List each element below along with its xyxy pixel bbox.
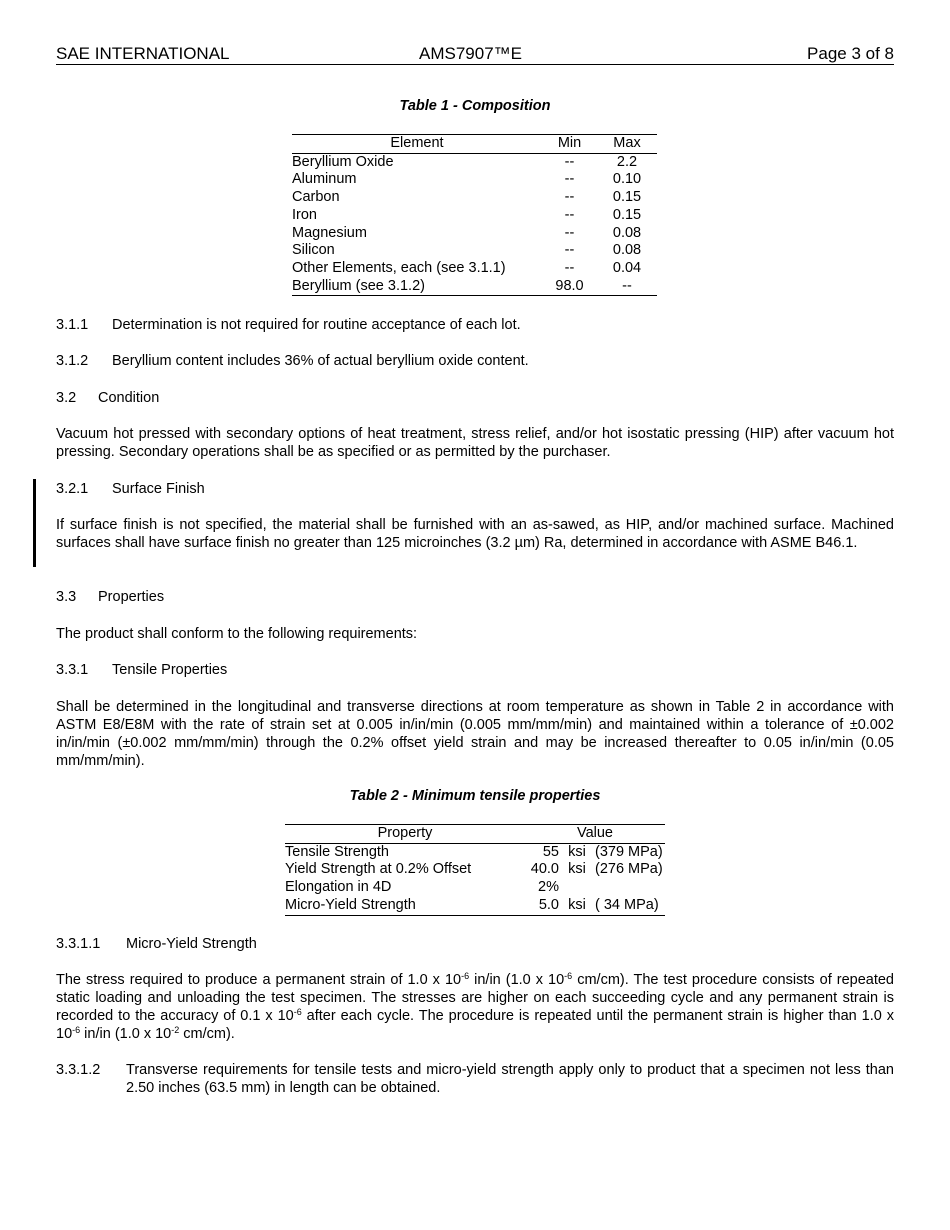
section-number: 3.2.1 [56,481,89,497]
element-cell: Other Elements, each (see 3.1.1) [292,259,506,276]
header-doc-number: AMS7907™E [419,44,522,63]
max-cell: 0.15 [612,189,642,206]
section-3-3-1-heading [56,661,227,679]
table-row [292,189,657,207]
element-cell: Beryllium (see 3.1.2) [292,277,425,294]
value-cell [525,861,665,879]
max-cell: 0.08 [612,242,642,259]
min-cell: -- [564,242,575,259]
header-page-number: Page 3 of 8 [807,44,894,63]
value-number: 5.0 [538,896,559,913]
table1-caption: Table 1 - Composition [399,98,551,114]
max-cell: 0.15 [612,206,642,223]
value-unit: ksi [568,861,586,878]
section-number: 3.3 [56,589,77,605]
value-metric: ( 34 MPa) [595,896,659,913]
section-number: 3.3.1 [56,662,89,678]
section-3-3-1-2-num: 3.3.1.2 [56,1062,101,1078]
section-3-2-1-body: If surface finish is not specified, the material shall be furnished with an as-sawed, as HIP, and/or machined surface. Machined surfaces shall have surface finish no greater than 125 microinches (3.2 µm) Ra, determined in accordance with ASME B46.1. [56,517,894,551]
property-cell: Yield Strength at 0.2% Offset [285,861,472,878]
max-cell: 0.04 [612,259,642,276]
section-title: Condition [98,390,160,406]
value-cell [525,879,665,897]
tensile-properties-table [285,824,665,916]
section-3-3-1-1-body: The stress required to produce a permanent strain of 1.0 x $10^{-6}$ in/in (1.0 x $10^{-6}$ cm/cm). The test procedure consists of repeated static loading and unloading the test specimen. The stresses are higher on each succeeding cycle and any permanent strain is recorded to the accuracy of 0.1 x $10^{-6}$ after each cycle. The procedure is repeated until the permanent strain is higher than 1.0 x $10^{-6}$ in/in (1.0 x $10^{-2}$ cm/cm). [56,971,894,1042]
value-cell [525,897,665,915]
element-cell: Carbon [292,189,340,206]
page-header [56,44,894,65]
value-number: 40.0 [530,861,559,878]
section-number: 3.3.1.1 [56,936,101,952]
element-cell: Aluminum [292,171,357,188]
section-title: Properties [98,589,165,605]
min-cell: -- [564,171,575,188]
col-max: Max [597,135,657,154]
section-3-1-1 [56,316,521,334]
section-text: Determination is not required for routine acceptance of each lot. [112,317,521,333]
col-min: Min [542,135,597,154]
table-row [292,225,657,243]
revision-change-bar [33,479,36,567]
table-row [292,207,657,225]
value-unit: ksi [568,843,586,860]
element-cell: Silicon [292,242,335,259]
min-cell: -- [564,224,575,241]
table-row [285,879,665,897]
value-metric: (379 MPa) [595,843,663,860]
table-row [285,897,665,915]
min-cell: -- [564,189,575,206]
value-unit: ksi [568,896,586,913]
col-value: Value [525,825,665,844]
col-element: Element [292,135,542,154]
table-row [292,278,657,296]
section-title: Tensile Properties [112,662,228,678]
min-cell: -- [564,153,575,170]
section-3-2-body: Vacuum hot pressed with secondary options of heat treatment, stress relief, and/or hot isostatic pressing (HIP) after vacuum hot pressing. Secondary operations shall be as specified or as permitted by the purchaser. [56,426,894,460]
table2-caption: Table 2 - Minimum tensile properties [349,788,601,804]
min-cell: -- [564,206,575,223]
header-org: SAE INTERNATIONAL [56,44,230,63]
value-number: 55 [542,843,559,860]
section-3-3-body: The product shall conform to the following requirements: [56,626,418,642]
element-cell: Magnesium [292,224,367,241]
col-property: Property [285,825,525,844]
section-number: 3.1.1 [56,317,89,333]
property-cell: Elongation in 4D [285,879,392,896]
table-row [285,843,665,861]
value-number: 2% [538,879,559,896]
min-cell: 98.0 [555,277,584,294]
section-3-2-heading [56,389,159,407]
table-row [292,260,657,278]
section-title: Surface Finish [112,481,205,497]
max-cell: 2.2 [616,153,638,170]
table-row [292,153,657,171]
section-number: 3.1.2 [56,353,89,369]
section-3-3-heading [56,588,164,606]
section-text: Beryllium content includes 36% of actual beryllium oxide content. [112,353,529,369]
value-cell [525,843,665,861]
section-3-1-2 [56,352,529,370]
section-number: 3.2 [56,390,77,406]
property-cell: Tensile Strength [285,843,389,860]
element-cell: Iron [292,206,317,223]
max-cell: 0.10 [612,171,642,188]
max-cell: 0.08 [612,224,642,241]
table-row [285,861,665,879]
table-row [292,171,657,189]
value-metric: (276 MPa) [595,861,663,878]
min-cell: -- [564,259,575,276]
property-cell: Micro-Yield Strength [285,896,416,913]
section-title: Micro-Yield Strength [126,936,257,952]
section-3-3-1-2-body: Transverse requirements for tensile tests and micro-yield strength apply only to product that a specimen not less than 2.50 inches (63.5 mm) in length can be obtained. [126,1062,894,1096]
section-3-3-1-body: Shall be determined in the longitudinal and transverse directions at room temperature as shown in Table 2 in accordance with ASTM E8/E8M with the rate of strain set at 0.005 in/in/min (0.005 mm/mm/min) and maintained within a tolerance of ±0.002 in/in/min (±0.002 mm/mm/min) through the 0.2% offset yield strain and may be increased thereafter to 0.05 in/in/min (0.05 mm/mm/min). [56,699,894,769]
composition-table [292,134,657,296]
table-row [292,242,657,260]
section-3-3-1-1-heading [56,935,257,953]
element-cell: Beryllium Oxide [292,153,394,170]
section-3-2-1-heading [56,480,205,498]
max-cell: -- [622,277,632,294]
